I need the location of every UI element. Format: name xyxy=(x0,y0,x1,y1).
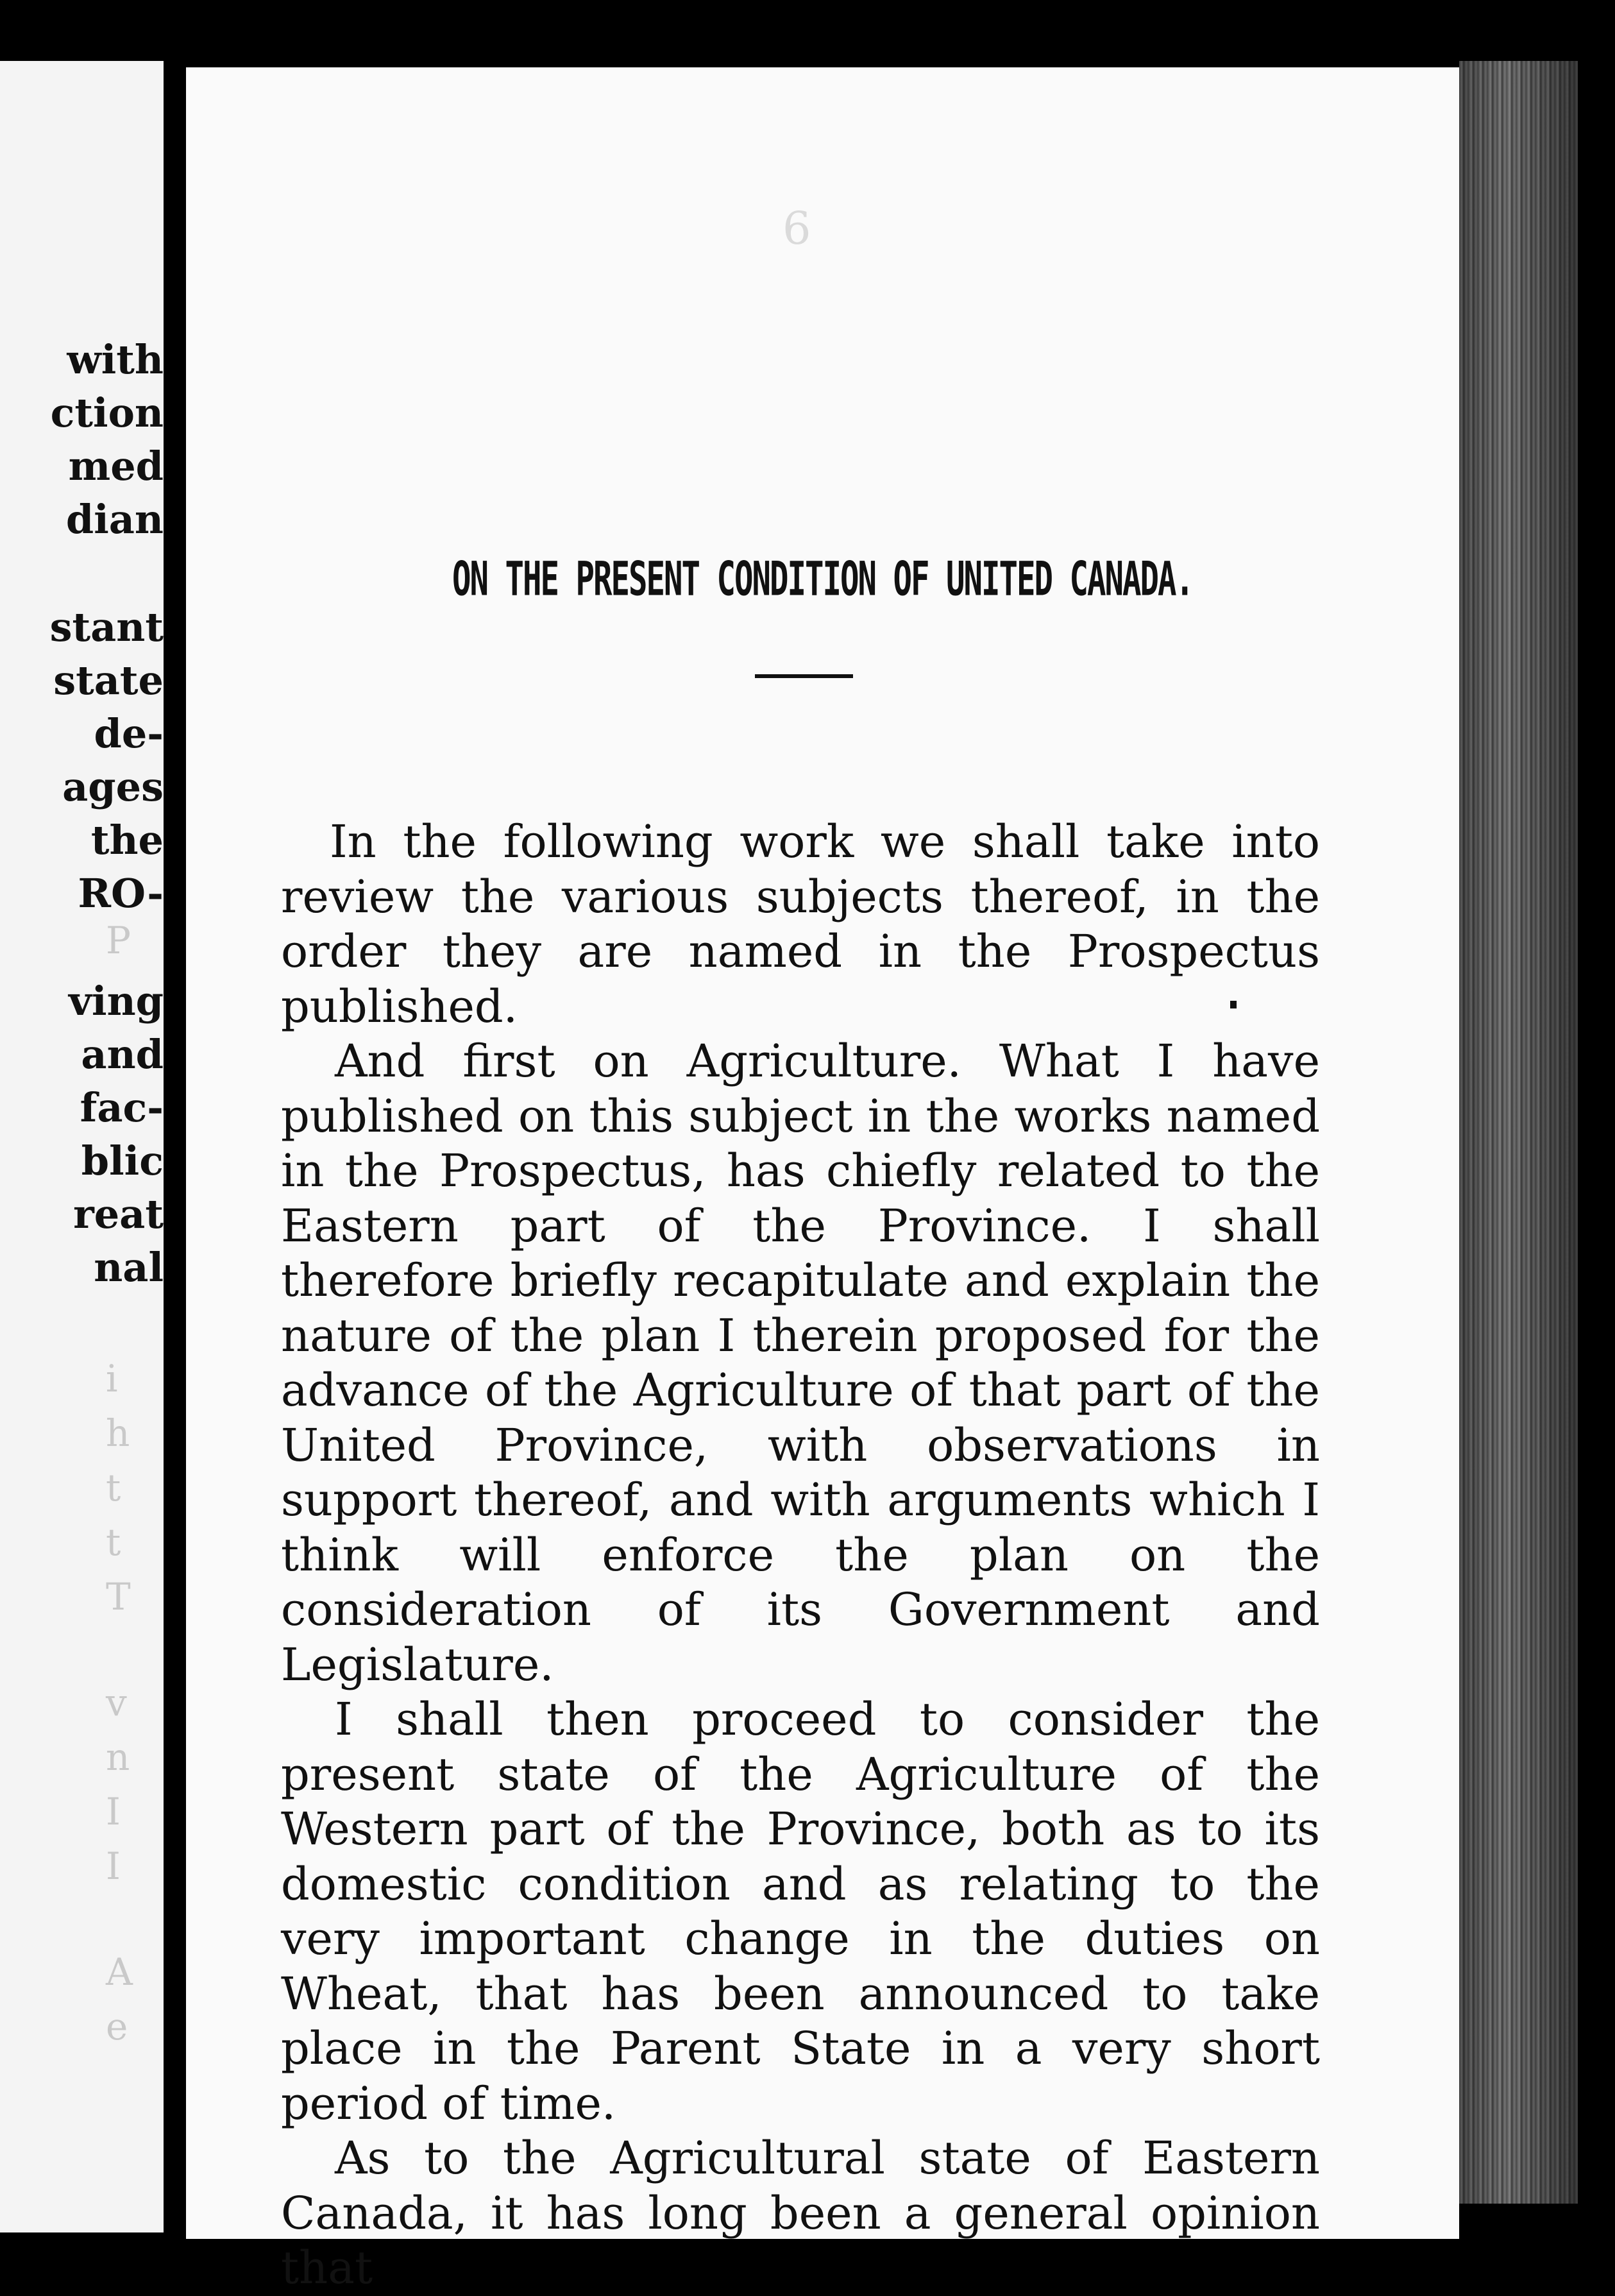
facing-page-line: fac- xyxy=(80,1084,164,1131)
facing-page-ghost: I xyxy=(106,1844,121,1888)
facing-page-line: ages xyxy=(62,763,164,810)
facing-page-line: stant xyxy=(49,604,164,651)
book-page xyxy=(186,67,1459,2294)
facing-page-ghost: e xyxy=(106,2005,128,2048)
facing-page-line: blic xyxy=(81,1137,164,1184)
facing-page-ghost: n xyxy=(106,1735,130,1779)
facing-page-ghost: h xyxy=(106,1411,130,1455)
chapter-heading: ON THE PRESENT CONDITION OF UNITED CANADA. xyxy=(452,552,1194,607)
paragraph: I shall then proceed to consider the present state of the Agriculture of the Western part of the Province, both as to its domestic condition and as relating to the very important change in the duties on Wheat, that has been announced to take place in the Parent State in a very short period of time. xyxy=(281,1693,1320,2130)
facing-page-line: reat xyxy=(73,1191,164,1237)
facing-page-ghost: A xyxy=(106,1950,133,1994)
facing-page-line: de- xyxy=(94,710,164,757)
facing-page-ghost: I xyxy=(106,1790,121,1833)
facing-page-ghost: v xyxy=(106,1681,127,1724)
facing-page-ghost: t xyxy=(106,1466,121,1509)
ink-speck xyxy=(1230,1001,1237,1008)
page-edge-shadow xyxy=(1459,61,1578,2204)
facing-page-ghost: t xyxy=(106,1520,121,1564)
paragraph: And first on Agriculture. What I have published on this subject in the works named in the Prospectus, has chiefly related to the Eastern part of the Province. I shall therefore briefly recapitulate and explain the nature of the plan I therein proposed for the advance of the Agriculture of that part of the United Province, with observations in support thereof, and with arguments which I think will enforce the plan on the consideration of its Government and Legislature. xyxy=(281,1035,1320,1691)
facing-page-ghost: T xyxy=(106,1575,131,1619)
facing-page-ghost: P xyxy=(106,919,131,962)
facing-page-ghost: i xyxy=(106,1357,118,1400)
paragraph: In the following work we shall take into review the various subjects thereof, in the order they are named in the Prospectus published. xyxy=(281,815,1320,1033)
facing-page-line: with xyxy=(67,336,164,383)
facing-page-line: ving xyxy=(68,978,164,1025)
body-text xyxy=(281,815,1320,2296)
bleed-through-page-number: 6 xyxy=(782,202,811,255)
facing-page-line: and xyxy=(81,1031,164,1078)
facing-page-line: nal xyxy=(94,1244,164,1291)
facing-page-line: ction xyxy=(50,389,164,436)
heading-rule xyxy=(755,674,853,678)
facing-page-line: the xyxy=(90,817,164,863)
facing-page-line: state xyxy=(53,657,164,704)
facing-page-line: dian xyxy=(65,496,164,543)
facing-page-line: RO- xyxy=(78,870,164,917)
facing-page-line: med xyxy=(68,443,164,489)
paragraph: As to the Agricultural state of Eastern Canada, it has long been a general opinion that xyxy=(281,2132,1320,2294)
facing-page xyxy=(0,61,164,2232)
